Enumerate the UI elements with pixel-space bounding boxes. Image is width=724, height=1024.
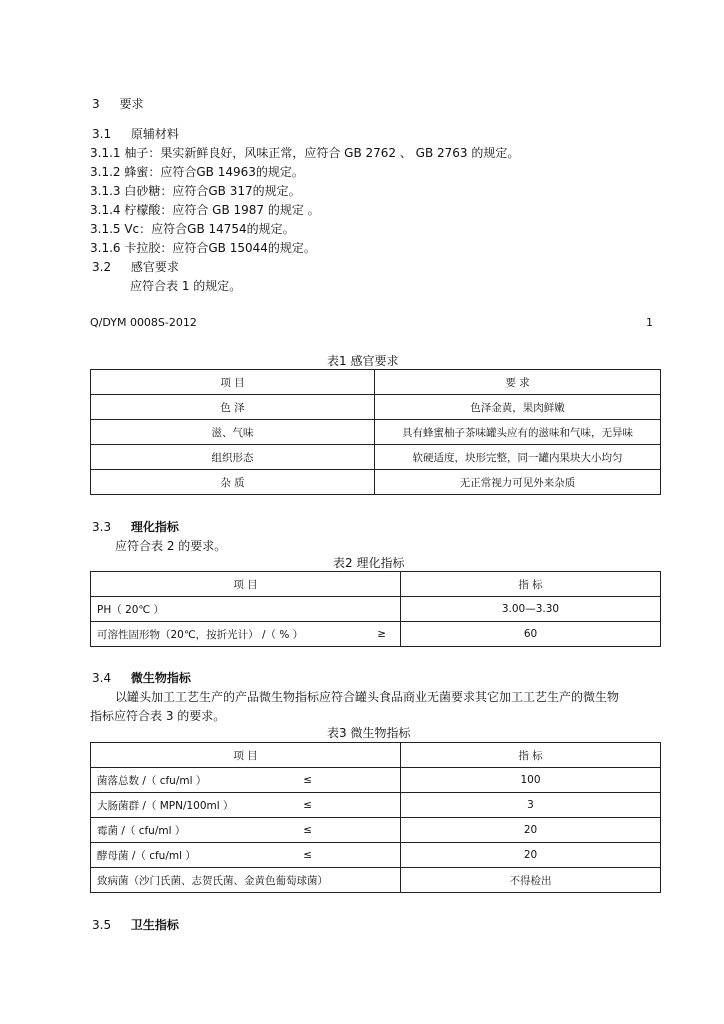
table-header-row — [91, 572, 661, 597]
cell-value: 60 — [401, 622, 661, 647]
page-number: 1 — [646, 316, 653, 329]
section-number: 3 — [92, 97, 100, 111]
cell-requirement: 具有蜂蜜柚子茶味罐头应有的滋味和气味，无异味 — [375, 420, 661, 445]
section-3-heading — [92, 95, 143, 112]
cell-value: 不得检出 — [401, 868, 661, 893]
item-label: 霉菌 /（ cfu/ml ） — [97, 824, 186, 837]
section-3-4-text: 指标应符合表 3 的要求。 — [90, 709, 226, 723]
section-title: 原辅材料 — [130, 127, 179, 141]
material-line: 3.1.3 白砂糖：应符合GB 317的规定。 — [90, 184, 301, 198]
material-line: 3.1.4 柠檬酸：应符合 GB 1987 的规定 。 — [90, 203, 320, 217]
comparison-symbol: ≤ — [303, 824, 312, 836]
cell-requirement: 色泽金黄，果肉鲜嫩 — [375, 395, 661, 420]
table-row — [91, 843, 661, 868]
item-label: 酵母菌 /（ cfu/ml ） — [97, 849, 196, 862]
comparison-symbol: ≥ — [377, 628, 386, 640]
section-number: 3.2 — [92, 260, 112, 274]
cell-item — [91, 622, 401, 647]
cell-requirement: 无正常视力可见外来杂质 — [375, 470, 661, 495]
cell-item: 色 泽 — [91, 395, 375, 420]
cell-item — [91, 868, 401, 893]
material-line: 3.1.2 蜂蜜：应符合GB 14963的规定。 — [90, 165, 304, 179]
cell-item: 滋、气味 — [91, 420, 375, 445]
section-title: 要求 — [119, 97, 144, 111]
header-item: 项 目 — [91, 572, 401, 597]
cell-item — [91, 793, 401, 818]
material-line: 3.1.6 卡拉胶：应符合GB 15044的规定。 — [90, 241, 316, 255]
table-row — [91, 420, 661, 445]
section-number: 3.4 — [92, 671, 112, 685]
table-row — [91, 445, 661, 470]
item-label: 菌落总数 /（ cfu/ml ） — [97, 774, 207, 787]
comparison-symbol: ≤ — [303, 799, 312, 811]
section-title: 卫生指标 — [130, 918, 179, 932]
table-row — [91, 868, 661, 893]
cell-item — [91, 843, 401, 868]
header-item: 项 目 — [91, 370, 375, 395]
section-3-2-heading — [92, 258, 179, 275]
cell-value: 20 — [401, 818, 661, 843]
header-value: 指 标 — [401, 743, 661, 768]
item-label: PH（ 20℃ ） — [97, 603, 165, 616]
section-3-5-heading — [92, 916, 179, 933]
section-3-1-heading — [92, 125, 179, 142]
section-3-2-text: 应符合表 1 的规定。 — [130, 279, 242, 293]
cell-value: 100 — [401, 768, 661, 793]
cell-item: 杂 质 — [91, 470, 375, 495]
document-id: Q/DYM 0008S-2012 — [90, 316, 197, 329]
item-label: 致病菌（沙门氏菌、志贺氏菌、金黄色葡萄球菌） — [97, 874, 328, 887]
material-line: 3.1.5 Vc：应符合GB 14754的规定。 — [90, 222, 295, 236]
table-row — [91, 768, 661, 793]
table-header-row — [91, 370, 661, 395]
cell-item — [91, 597, 401, 622]
cell-requirement: 软硬适度，块形完整，同一罐内果块大小均匀 — [375, 445, 661, 470]
table2-caption: 表2 理化指标 — [333, 556, 405, 570]
section-3-4-heading — [92, 669, 191, 686]
cell-value: 20 — [401, 843, 661, 868]
item-label: 可溶性固形物（20℃，按折光计） /（ % ） — [97, 628, 304, 641]
cell-value: 3.00—3.30 — [401, 597, 661, 622]
section-title: 理化指标 — [130, 520, 179, 534]
table-row — [91, 597, 661, 622]
table1 — [90, 369, 661, 495]
table3-caption: 表3 微生物指标 — [327, 726, 411, 740]
section-3-4-text: 以罐头加工工艺生产的产品微生物指标应符合罐头食品商业无菌要求其它加工工艺生产的微生物 — [115, 690, 620, 704]
table1-caption: 表1 感官要求 — [327, 354, 399, 368]
table-row — [91, 470, 661, 495]
section-number: 3.3 — [92, 520, 112, 534]
table2 — [90, 571, 661, 647]
comparison-symbol: ≤ — [303, 849, 312, 861]
material-line: 3.1.1 柚子：果实新鲜良好，风味正常，应符合 GB 2762 、 GB 2763 的规定。 — [90, 146, 520, 160]
cell-item — [91, 768, 401, 793]
section-title: 微生物指标 — [130, 671, 191, 685]
section-3-3-text: 应符合表 2 的要求。 — [115, 539, 227, 553]
section-number: 3.1 — [92, 127, 112, 141]
table-header-row — [91, 743, 661, 768]
cell-item — [91, 818, 401, 843]
table3 — [90, 742, 661, 893]
item-label: 大肠菌群 /（ MPN/100ml ） — [97, 799, 234, 812]
table-row — [91, 818, 661, 843]
table-row — [91, 622, 661, 647]
section-number: 3.5 — [92, 918, 112, 932]
cell-value: 3 — [401, 793, 661, 818]
header-requirement: 要 求 — [375, 370, 661, 395]
section-3-3-heading — [92, 518, 179, 535]
comparison-symbol: ≤ — [303, 774, 312, 786]
header-value: 指 标 — [401, 572, 661, 597]
table-row — [91, 793, 661, 818]
cell-item: 组织形态 — [91, 445, 375, 470]
section-title: 感官要求 — [130, 260, 179, 274]
header-item: 项 目 — [91, 743, 401, 768]
table-row — [91, 395, 661, 420]
